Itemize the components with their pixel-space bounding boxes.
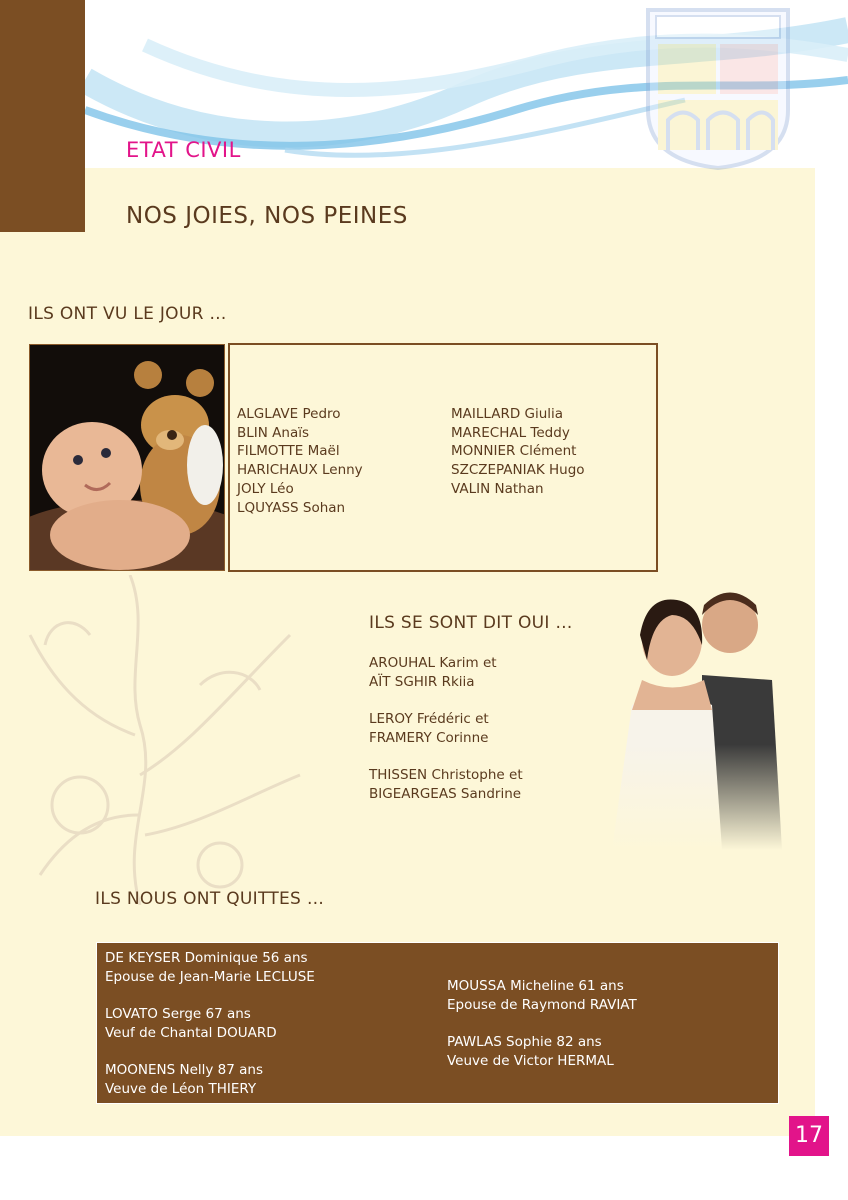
floral-ornament (20, 575, 310, 905)
death-name: MOONENS Nelly 87 ans (105, 1062, 264, 1078)
death-name: PAWLAS Sophie 82 ans (447, 1034, 602, 1050)
birth-name: MONNIER Clément (451, 443, 577, 460)
page-title: NOS JOIES, NOS PEINES (126, 203, 408, 229)
birth-name: BLIN Anaïs (237, 424, 310, 441)
couple-line: AROUHAL Karim et (369, 655, 497, 671)
couple-entry (369, 766, 523, 804)
births-heading: ILS ONT VU LE JOUR … (28, 304, 227, 324)
death-relation: Veuf de Chantal DOUARD (105, 1025, 277, 1041)
death-name: MOUSSA Micheline 61 ans (447, 978, 624, 994)
death-relation: Epouse de Jean-Marie LECLUSE (105, 969, 315, 985)
couple-line: FRAMERY Corinne (369, 730, 489, 746)
brown-corner-block (0, 0, 85, 232)
death-entry (447, 1033, 637, 1071)
death-entry (105, 1061, 315, 1099)
births-column-1 (237, 405, 363, 517)
death-relation: Veuve de Victor HERMAL (447, 1053, 614, 1069)
wedding-couple-photo (592, 585, 792, 850)
death-relation: Epouse de Raymond RAVIAT (447, 997, 637, 1013)
town-emblem-icon (638, 0, 798, 170)
section-label: ETAT CIVIL (126, 138, 241, 162)
baby-photo (29, 344, 225, 571)
birth-name: ALGLAVE Pedro (237, 406, 341, 422)
death-entry (105, 1005, 315, 1043)
death-entry (447, 977, 637, 1015)
birth-name: FILMOTTE Maël (237, 443, 340, 460)
couple-entry (369, 710, 523, 748)
couple-line: BIGEARGEAS Sandrine (369, 786, 522, 802)
death-name: DE KEYSER Dominique 56 ans (105, 950, 308, 966)
birth-name: HARICHAUX Lenny (237, 462, 363, 479)
deaths-list-box (96, 942, 779, 1104)
death-relation: Veuve de Léon THIERY (105, 1081, 257, 1097)
marriages-heading: ILS SE SONT DIT OUI … (369, 613, 573, 633)
deaths-column-2 (447, 977, 637, 1089)
couple-line: THISSEN Christophe et (369, 767, 523, 783)
deaths-heading: ILS NOUS ONT QUITTES … (95, 889, 325, 909)
birth-name: LQUYASS Sohan (237, 499, 346, 516)
couple-line: AÏT SGHIR Rkiia (369, 674, 475, 690)
birth-name: VALIN Nathan (451, 480, 544, 497)
death-name: LOVATO Serge 67 ans (105, 1006, 251, 1022)
birth-name: SZCZEPANIAK Hugo (451, 462, 585, 479)
births-list-box (228, 343, 658, 572)
page-number: 17 (789, 1116, 829, 1156)
birth-name: MAILLARD Giulia (451, 406, 564, 422)
birth-name: MARECHAL Teddy (451, 424, 570, 441)
marriages-list (369, 654, 523, 822)
birth-name: JOLY Léo (237, 480, 294, 497)
births-column-2 (451, 405, 585, 499)
couple-entry (369, 654, 523, 692)
deaths-column-1 (105, 949, 315, 1117)
death-entry (105, 949, 315, 987)
couple-line: LEROY Frédéric et (369, 711, 489, 727)
